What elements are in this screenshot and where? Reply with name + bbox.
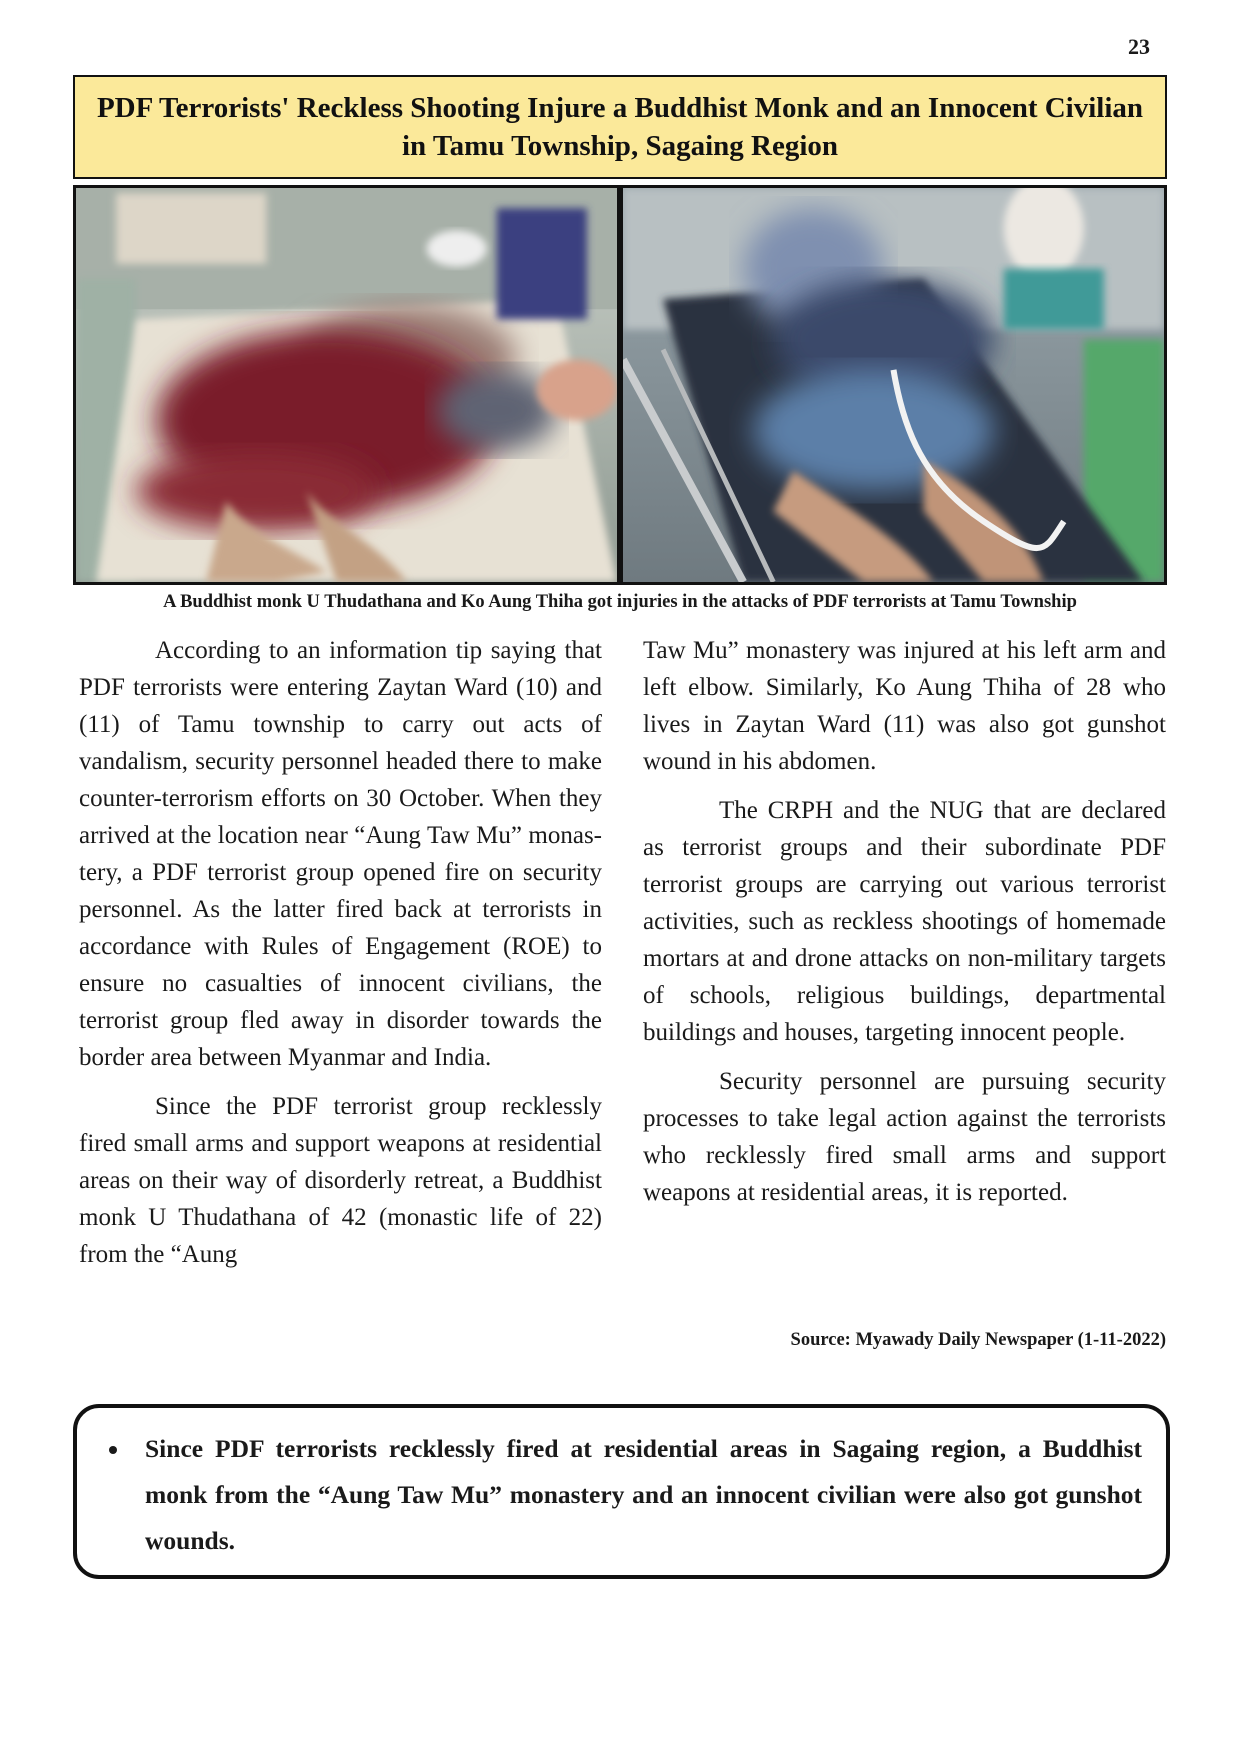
source-citation: Source: Myawady Daily Newspaper (1-11-2022) [790,1330,1166,1350]
article-paragraph: According to an information tip saying that PDF terrorists were entering Zaytan Ward (10) and (11) of Tamu township to carry out acts of vandalism, security personnel headed there to make counter-terrorism efforts on 30 October. When they arrived at the location near “Aung Taw Mu” monastery, a PDF terrorist group opened fire on security personnel. As the latter fired back at terrorists in accordance with Rules of Engagement (ROE) to ensure no casualties of innocent civilians, the terrorist group fled away in disorder towards the border area between Myanmar and India. [79,637,602,1071]
photo-injured-civilian-image [623,188,1164,582]
article-paragraph-continued: Taw Mu” monastery was injured at his left arm and left elbow. Similarly, Ko Aung Thiha of 28 who lives in Zaytan Ward (11) was also got gunshot wound in his abdomen. [643,637,1166,775]
summary-bullet: • Since PDF terrorists recklessly fired at residential areas in Sagaing region, a Buddhist monk from the “Aung Taw Mu” monastery and an innocent civilian were also got gunshot wounds. [131,1426,1142,1564]
article-paragraph: Since the PDF terrorist group recklessly fired small arms and support weapons at residential areas on their way of disorderly retreat, a Buddhist monk U Thudathana of 42 (monastic life of 22) from the “Aung [79,1093,602,1268]
photo-caption: A Buddhist monk U Thudathana and Ko Aung Thiha got injuries in the attacks of PDF terrorists at Tamu Township [163,592,1077,612]
page-number: 23 [1128,34,1150,59]
article-paragraph: The CRPH and the NUG that are declared as terrorist groups and their subordinate PDF terrorist groups are carrying out various terrorist activities, such as reckless shootings of homemade mortars at and drone attacks on non-military targets of schools, religious buildings, departmental buildings and houses, targeting innocent people. [643,797,1166,1046]
headline: PDF Terrorists' Reckless Shooting Injure a Buddhist Monk and an Innocent Civilian in Tamu Township, Sagaing Region [96,92,1144,162]
photo-frame [73,185,1167,585]
article-column-right [643,632,1166,1223]
photo-injured-civilian [623,188,1164,582]
article-column-left [79,632,602,1285]
photo-injured-monk-image [76,188,617,582]
article-paragraph: Security personnel are pursuing security processes to take legal action against the terrorists who recklessly fired small arms and support weapons at residential areas, it is reported. [643,1068,1166,1206]
photo-injured-monk [76,188,617,582]
summary-box [73,1404,1170,1579]
summary-list [77,1408,1166,1564]
headline-box [73,75,1167,179]
